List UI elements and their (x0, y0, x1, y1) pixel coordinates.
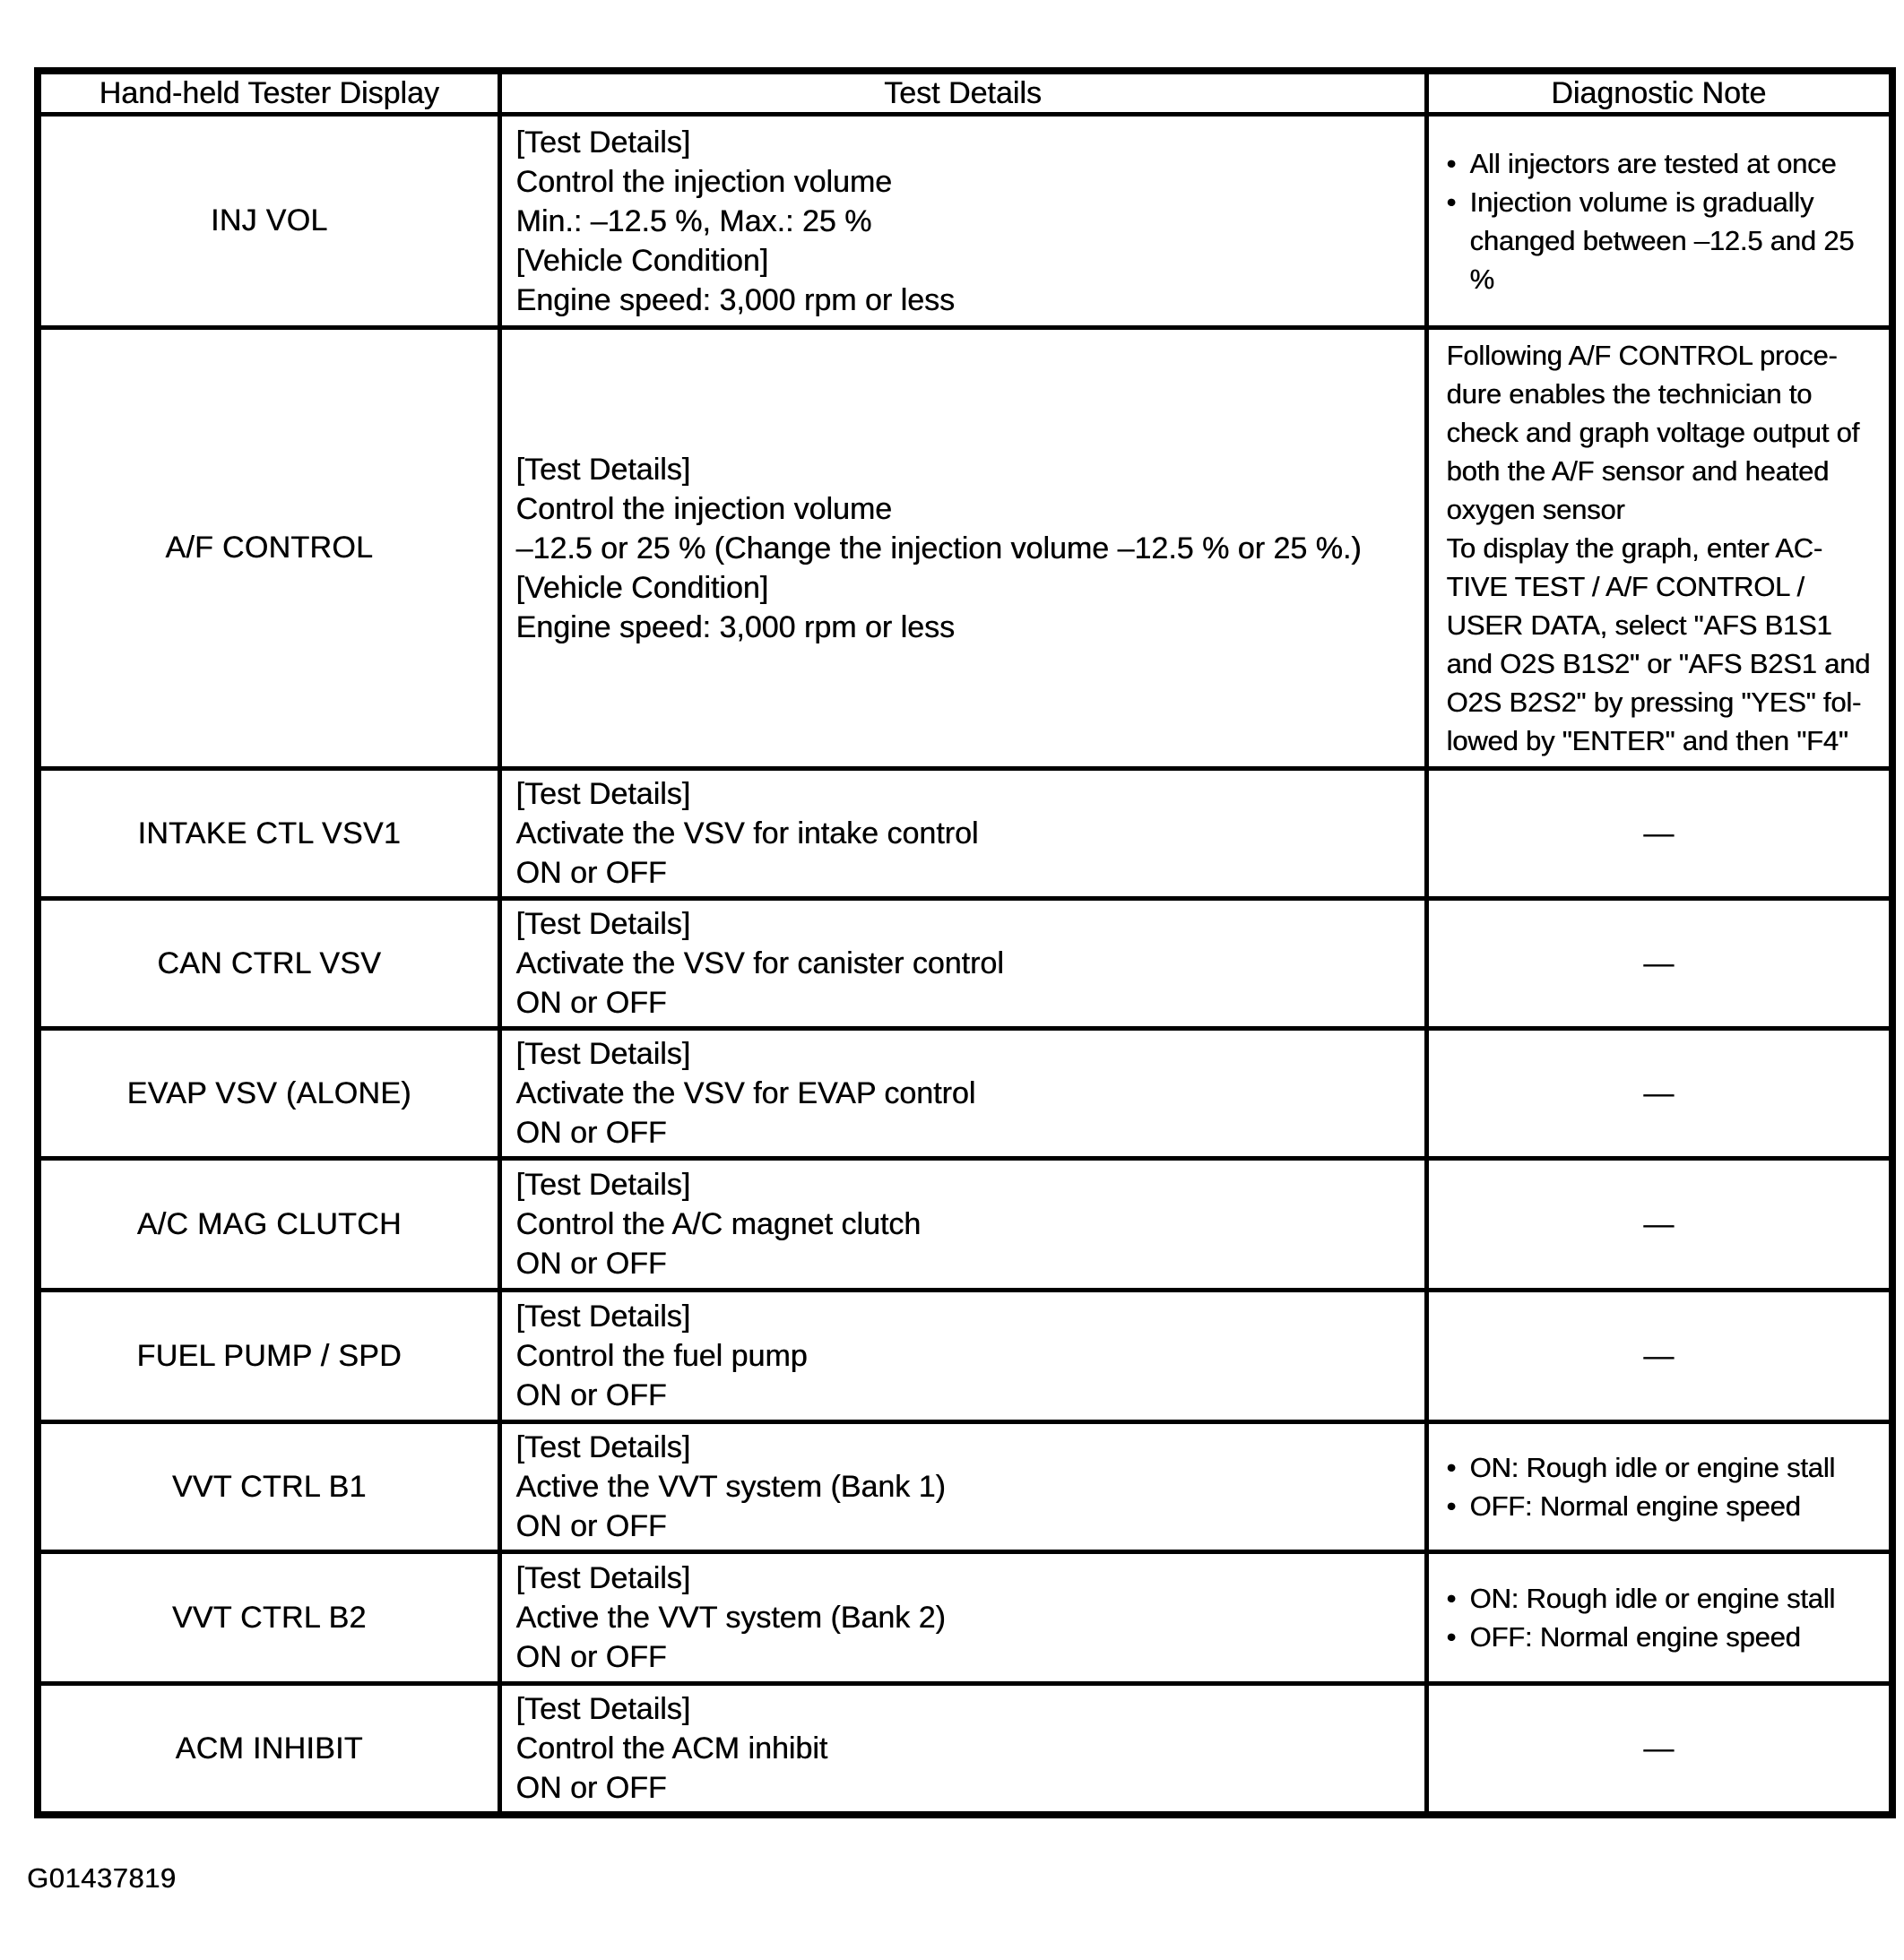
table-row (38, 115, 1892, 328)
tester-display-cell: INJ VOL (38, 115, 499, 328)
detail-line: [Test Details] (515, 1692, 691, 1726)
note-bullet-lines (1470, 1618, 1886, 1656)
note-line: To display the graph, enter AC- (1446, 532, 1822, 564)
detail-line: ON or OFF (515, 1247, 667, 1281)
diagnostic-note-cell: — (1426, 769, 1892, 899)
tester-display-cell: CAN CTRL VSV (38, 899, 499, 1029)
note-bullet-lines (1470, 1448, 1886, 1487)
bullet-icon: • (1446, 1452, 1457, 1483)
diagnostic-note-cell (1426, 1422, 1892, 1552)
note-line: oxygen sensor (1446, 494, 1625, 525)
bullet-icon: • (1446, 1490, 1457, 1522)
detail-line: Activate the VSV for EVAP control (515, 1076, 976, 1110)
detail-line: Activate the VSV for canister control (515, 946, 1004, 980)
detail-line: [Test Details] (515, 1037, 691, 1071)
bullet-icon: • (1446, 1621, 1457, 1653)
note-line: and O2S B1S2" or "AFS B2S1 and (1446, 648, 1871, 679)
note-line: OFF: Normal engine speed (1469, 1490, 1801, 1522)
note-line: both the A/F sensor and heated (1446, 455, 1830, 487)
detail-line: Active the VVT system (Bank 1) (515, 1470, 946, 1504)
diagnostic-note-cell (1426, 1552, 1892, 1684)
test-details-cell (499, 769, 1426, 899)
note-line: lowed by "ENTER" and then "F4" (1446, 725, 1848, 756)
test-details-cell (499, 115, 1426, 328)
detail-line: ON or OFF (515, 856, 667, 890)
table-row (38, 1552, 1892, 1684)
note-bullet-item (1447, 1579, 1886, 1618)
detail-line: Activate the VSV for intake control (515, 816, 979, 850)
detail-line: ON or OFF (515, 1116, 667, 1150)
note-bullet-item (1447, 1487, 1886, 1525)
header-tester-display: Hand-held Tester Display (38, 71, 499, 115)
detail-line: Control the injection volume (515, 164, 893, 199)
diagnostic-note-cell: — (1426, 899, 1892, 1029)
table-row (38, 769, 1892, 899)
detail-line: [Test Details] (515, 1561, 691, 1595)
tester-display-cell: EVAP VSV (ALONE) (38, 1029, 499, 1159)
header-diagnostic-note: Diagnostic Note (1426, 71, 1892, 115)
bullet-icon: • (1446, 147, 1457, 179)
detail-line: [Test Details] (515, 452, 691, 487)
detail-line: [Test Details] (515, 907, 691, 941)
detail-line: ON or OFF (515, 1509, 667, 1543)
detail-line: [Vehicle Condition] (515, 570, 769, 605)
tester-display-cell: FUEL PUMP / SPD (38, 1291, 499, 1422)
bullet-icon: • (1446, 186, 1457, 218)
header-row (38, 71, 1892, 115)
note-line: Injection volume is gradually (1469, 186, 1814, 218)
table-row (38, 1422, 1892, 1552)
test-details-cell (499, 1291, 1426, 1422)
detail-line: ON or OFF (515, 1771, 667, 1805)
detail-line: ON or OFF (515, 1378, 667, 1412)
figure-code: G01437819 (27, 1862, 177, 1894)
note-bullet-item (1447, 183, 1886, 298)
note-bullet-lines (1470, 183, 1886, 298)
tester-display-cell: A/C MAG CLUTCH (38, 1159, 499, 1291)
test-details-cell (499, 1552, 1426, 1684)
note-line: changed between –12.5 and 25 (1469, 224, 1855, 256)
note-bullet-lines (1470, 1579, 1886, 1618)
bullet-icon: • (1446, 1583, 1457, 1614)
detail-line: –12.5 or 25 % (Change the injection volume –12.5 % or 25 %.) (515, 531, 1362, 566)
note-bullet-item (1447, 1448, 1886, 1487)
diagnostic-note-cell (1426, 115, 1892, 328)
active-test-table-wrap (34, 67, 1889, 1818)
table-row (38, 1159, 1892, 1291)
test-details-cell (499, 1422, 1426, 1552)
detail-line: Engine speed: 3,000 rpm or less (515, 282, 956, 317)
table-header (38, 71, 1892, 115)
table-row (38, 899, 1892, 1029)
detail-line: Control the A/C magnet clutch (515, 1207, 922, 1241)
table-row (38, 1029, 1892, 1159)
tester-display-cell: VVT CTRL B2 (38, 1552, 499, 1684)
test-details-cell (499, 1029, 1426, 1159)
detail-line: Control the fuel pump (515, 1339, 808, 1373)
detail-line: ON or OFF (515, 986, 667, 1020)
table-body (38, 115, 1892, 1816)
table-row (38, 1684, 1892, 1816)
note-line: ON: Rough idle or engine stall (1469, 1452, 1836, 1483)
detail-line: Active the VVT system (Bank 2) (515, 1601, 946, 1635)
note-bullet-lines (1470, 1487, 1886, 1525)
table-row (38, 1291, 1892, 1422)
note-line: ON: Rough idle or engine stall (1469, 1583, 1836, 1614)
detail-line: Control the ACM inhibit (515, 1731, 828, 1766)
note-line: dure enables the technician to (1446, 378, 1813, 410)
test-details-cell (499, 899, 1426, 1029)
diagnostic-note-cell (1426, 328, 1892, 769)
note-bullet-item (1447, 1618, 1886, 1656)
note-line: Following A/F CONTROL proce- (1446, 340, 1838, 371)
tester-display-cell: VVT CTRL B1 (38, 1422, 499, 1552)
tester-display-cell: ACM INHIBIT (38, 1684, 499, 1816)
detail-line: [Test Details] (515, 777, 691, 811)
note-line: TIVE TEST / A/F CONTROL / (1446, 571, 1804, 602)
tester-display-cell: A/F CONTROL (38, 328, 499, 769)
diagnostic-note-cell: — (1426, 1029, 1892, 1159)
detail-line: Control the injection volume (515, 491, 893, 526)
diagnostic-note-cell: — (1426, 1159, 1892, 1291)
detail-line: [Test Details] (515, 125, 691, 160)
detail-line: [Test Details] (515, 1168, 691, 1202)
detail-line: [Test Details] (515, 1430, 691, 1464)
header-test-details: Test Details (499, 71, 1426, 115)
note-bullet-lines (1470, 144, 1886, 183)
active-test-table (34, 67, 1896, 1818)
detail-line: [Test Details] (515, 1299, 691, 1334)
note-line: OFF: Normal engine speed (1469, 1621, 1801, 1653)
detail-line: Engine speed: 3,000 rpm or less (515, 609, 956, 644)
detail-line: [Vehicle Condition] (515, 243, 769, 278)
detail-line: ON or OFF (515, 1640, 667, 1674)
tester-display-cell: INTAKE CTL VSV1 (38, 769, 499, 899)
detail-line: Min.: –12.5 %, Max.: 25 % (515, 203, 872, 238)
test-details-cell (499, 328, 1426, 769)
diagnostic-note-cell: — (1426, 1684, 1892, 1816)
note-line: O2S B2S2" by pressing "YES" fol- (1446, 686, 1862, 718)
note-line: % (1469, 263, 1494, 295)
note-line: USER DATA, select "AFS B1S1 (1446, 609, 1832, 641)
diagnostic-note-cell: — (1426, 1291, 1892, 1422)
note-line: All injectors are tested at once (1469, 147, 1837, 179)
table-row (38, 328, 1892, 769)
note-bullet-item (1447, 144, 1886, 183)
test-details-cell (499, 1159, 1426, 1291)
note-line: check and graph voltage output of (1446, 417, 1859, 448)
test-details-cell (499, 1684, 1426, 1816)
